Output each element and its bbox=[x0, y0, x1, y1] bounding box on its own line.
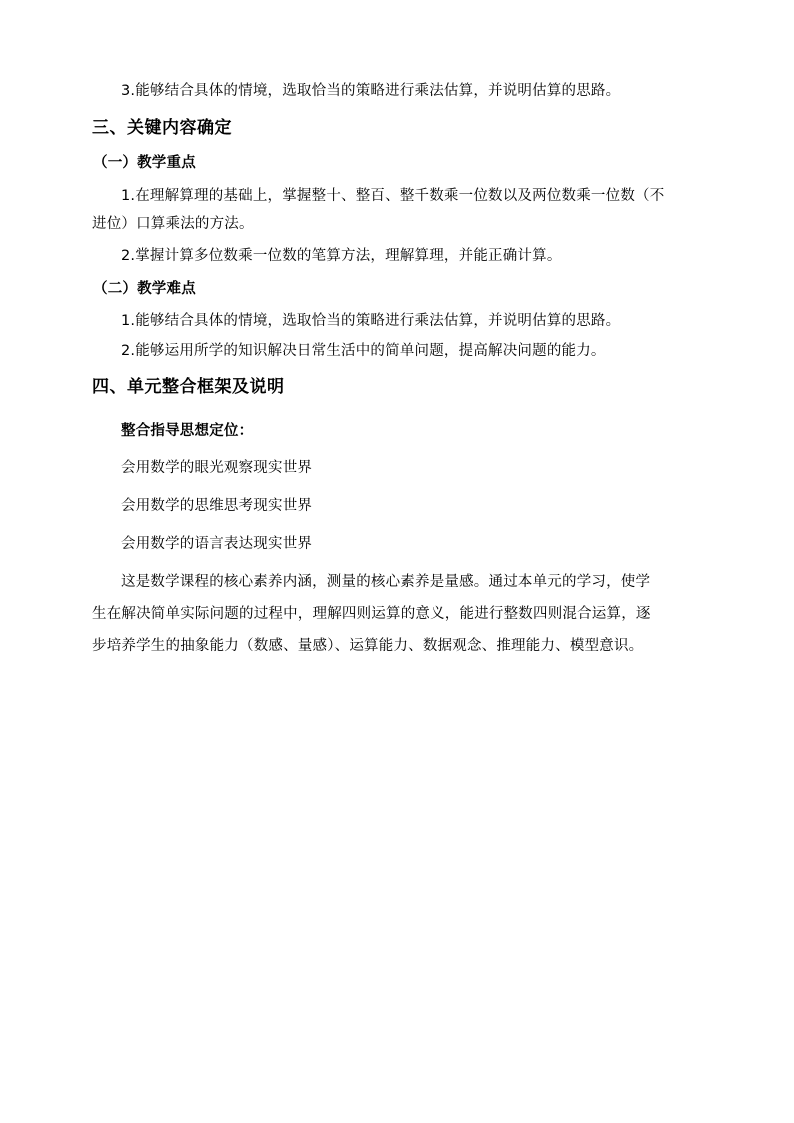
guide-label: 整合指导思想定位： bbox=[121, 423, 254, 439]
explanation-paragraph-line-1: 这是数学课程的核心素养内涵，测量的核心素养是量感。通过本单元的学习，使学 bbox=[121, 574, 651, 590]
focus-item-2: 2.掌握计算多位数乘一位数的笔算方法，理解算理，并能正确计算。 bbox=[121, 248, 562, 264]
focus-item-1-line-2: 进位）口算乘法的方法。 bbox=[92, 216, 254, 232]
core-literacy-line-3: 会用数学的语言表达现实世界 bbox=[121, 536, 313, 552]
subheading-teaching-difficulty: （二）教学难点 bbox=[93, 281, 196, 297]
explanation-paragraph-line-3: 步培养学生的抽象能力（数感、量感）、运算能力、数据观念、推理能力、模型意识。 bbox=[92, 638, 644, 654]
core-literacy-line-1: 会用数学的眼光观察现实世界 bbox=[121, 460, 313, 476]
objective-item-3: 3.能够结合具体的情境，选取恰当的策略进行乘法估算，并说明估算的思路。 bbox=[121, 83, 621, 99]
subheading-teaching-focus: （一）教学重点 bbox=[93, 155, 196, 171]
focus-item-1-line-1: 1.在理解算理的基础上，掌握整十、整百、整千数乘一位数以及两位数乘一位数（不 bbox=[121, 188, 665, 204]
difficulty-item-1: 1.能够结合具体的情境，选取恰当的策略进行乘法估算，并说明估算的思路。 bbox=[121, 313, 621, 329]
section-heading-key-content: 三、关键内容确定 bbox=[92, 118, 232, 138]
difficulty-item-2: 2.能够运用所学的知识解决日常生活中的简单问题，提高解决问题的能力。 bbox=[121, 343, 606, 359]
section-heading-unit-framework: 四、单元整合框架及说明 bbox=[92, 377, 285, 397]
explanation-paragraph-line-2: 生在解决简单实际问题的过程中，理解四则运算的意义，能进行整数四则混合运算，逐 bbox=[92, 606, 651, 622]
core-literacy-line-2: 会用数学的思维思考现实世界 bbox=[121, 498, 313, 514]
